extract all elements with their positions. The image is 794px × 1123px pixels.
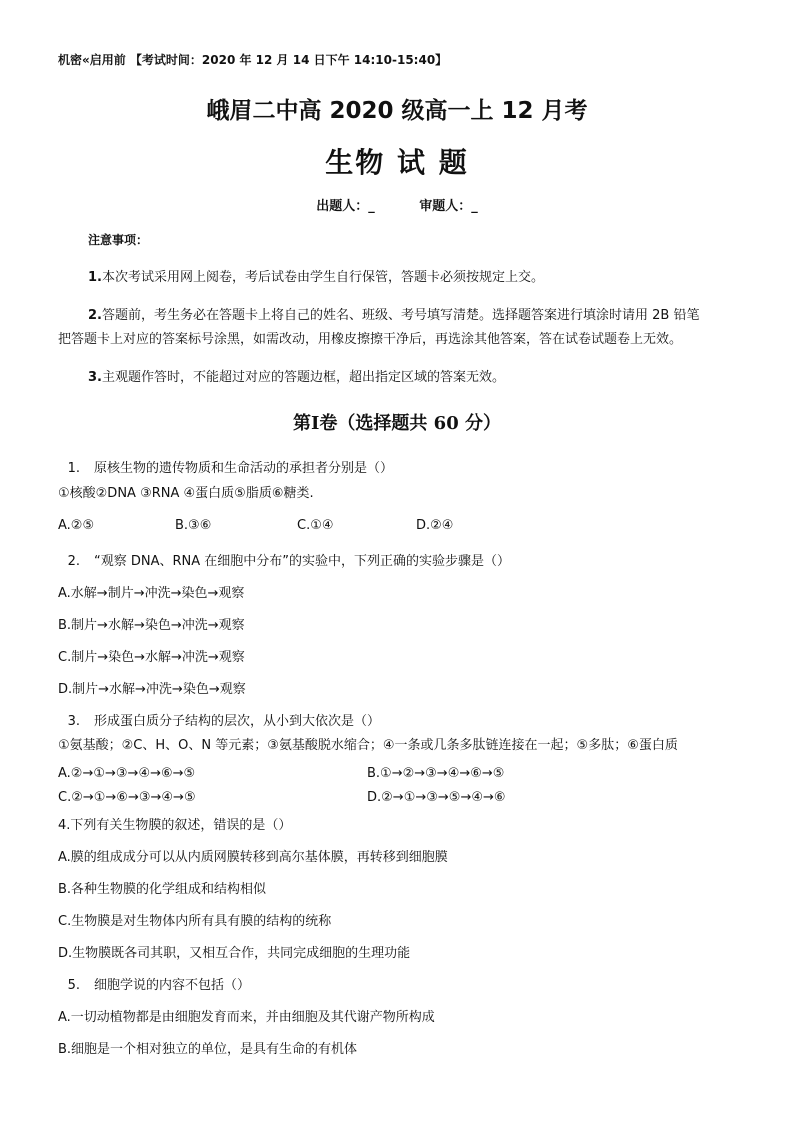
notice-heading: 注意事项： — [88, 233, 149, 247]
notice-num: 3. — [88, 370, 102, 385]
question-1-option-c: C.①④ — [297, 518, 334, 533]
question-2-stem — [58, 550, 510, 569]
question-4-option-b: B.各种生物膜的化学组成和结构相似 — [58, 882, 267, 897]
question-text: 原核生物的遗传物质和生命活动的承担者分别是（） — [94, 461, 394, 476]
question-3-stem — [58, 710, 380, 729]
question-text: 细胞学说的内容不包括（） — [94, 978, 251, 993]
question-number: 2. — [67, 554, 80, 569]
question-text: 形成蛋白质分子结构的层次，从小到大依次是（） — [94, 714, 381, 729]
reviewer: 审题人：_ — [419, 199, 478, 214]
question-2-option-d: D.制片→水解→冲洗→染色→观察 — [58, 682, 246, 697]
question-3-option-c: C.②→①→⑥→③→④→⑤ — [58, 790, 196, 805]
question-number: 5. — [67, 978, 80, 993]
notice-text: 答题前，考生务必在答题卡上将自己的姓名、班级、考号填写清楚。选择题答案进行填涂时请用 2B 铅笔 — [101, 308, 700, 323]
notice-item-2-cont: 把答题卡上对应的答案标号涂黑，如需改动，用橡皮擦擦干净后，再选涂其他答案，答在试卷试题卷上无效。 — [58, 332, 683, 347]
notice-item-3 — [88, 366, 505, 385]
setter: 出题人：_ — [316, 199, 375, 214]
notice-item-1 — [88, 266, 544, 285]
notice-num: 2. — [88, 308, 102, 323]
question-1-option-d: D.②④ — [416, 518, 454, 533]
question-5-stem — [58, 974, 250, 993]
question-5-option-b: B.细胞是一个相对独立的单位，是具有生命的有机体 — [58, 1042, 358, 1057]
question-1-sub: ①核酸②DNA ③RNA ④蛋白质⑤脂质⑥糖类. — [58, 486, 314, 501]
exam-secret-note: 机密«启用前 【考试时间：2020 年 12 月 14 日下午 14:10-15:40】 — [58, 53, 448, 67]
subject-title: 生物 试 题 — [325, 146, 469, 179]
question-1-stem — [58, 457, 393, 476]
question-3-sub: ①氨基酸；②C、H、O、N 等元素；③氨基酸脱水缩合；④一条或几条多肽链连接在一起；⑤多肽；⑥蛋白质 — [58, 738, 678, 753]
question-number: 1. — [67, 461, 80, 476]
notice-num: 1. — [88, 270, 102, 285]
question-3-option-d: D.②→①→③→⑤→④→⑥ — [367, 790, 506, 805]
question-4-option-c: C.生物膜是对生物体内所有具有膜的结构的统称 — [58, 914, 332, 929]
question-5-option-a: A.一切动植物都是由细胞发育而来，并由细胞及其代谢产物所构成 — [58, 1010, 435, 1025]
question-text: “观察 DNA、RNA 在细胞中分布”的实验中，下列正确的实验步骤是（） — [94, 554, 511, 569]
exam-title: 峨眉二中高 2020 级高一上 12 月考 — [206, 98, 588, 124]
authors-line — [0, 195, 794, 214]
question-2-option-b: B.制片→水解→染色→冲洗→观察 — [58, 618, 245, 633]
question-3-option-b: B.①→②→③→④→⑥→⑤ — [367, 766, 505, 781]
notice-text: 本次考试采用网上阅卷，考后试卷由学生自行保管，答题卡必须按规定上交。 — [101, 270, 544, 285]
question-4-option-a: A.膜的组成成分可以从内质网膜转移到高尔基体膜，再转移到细胞膜 — [58, 850, 448, 865]
question-2-option-a: A.水解→制片→冲洗→染色→观察 — [58, 586, 245, 601]
question-4-option-d: D.生物膜既各司其职，又相互合作，共同完成细胞的生理功能 — [58, 946, 411, 961]
question-1-option-a: A.②⑤ — [58, 518, 95, 533]
question-1-option-b: B.③⑥ — [175, 518, 212, 533]
notice-text: 主观题作答时，不能超过对应的答题边框，超出指定区域的答案无效。 — [101, 370, 505, 385]
question-number: 3. — [67, 714, 80, 729]
notice-item-2 — [88, 304, 699, 323]
section-title: 第Ⅰ卷（选择题共 60 分） — [292, 413, 501, 434]
question-2-option-c: C.制片→染色→水解→冲洗→观察 — [58, 650, 245, 665]
question-3-option-a: A.②→①→③→④→⑥→⑤ — [58, 766, 196, 781]
question-4-stem: 4.下列有关生物膜的叙述，错误的是（） — [58, 818, 292, 833]
